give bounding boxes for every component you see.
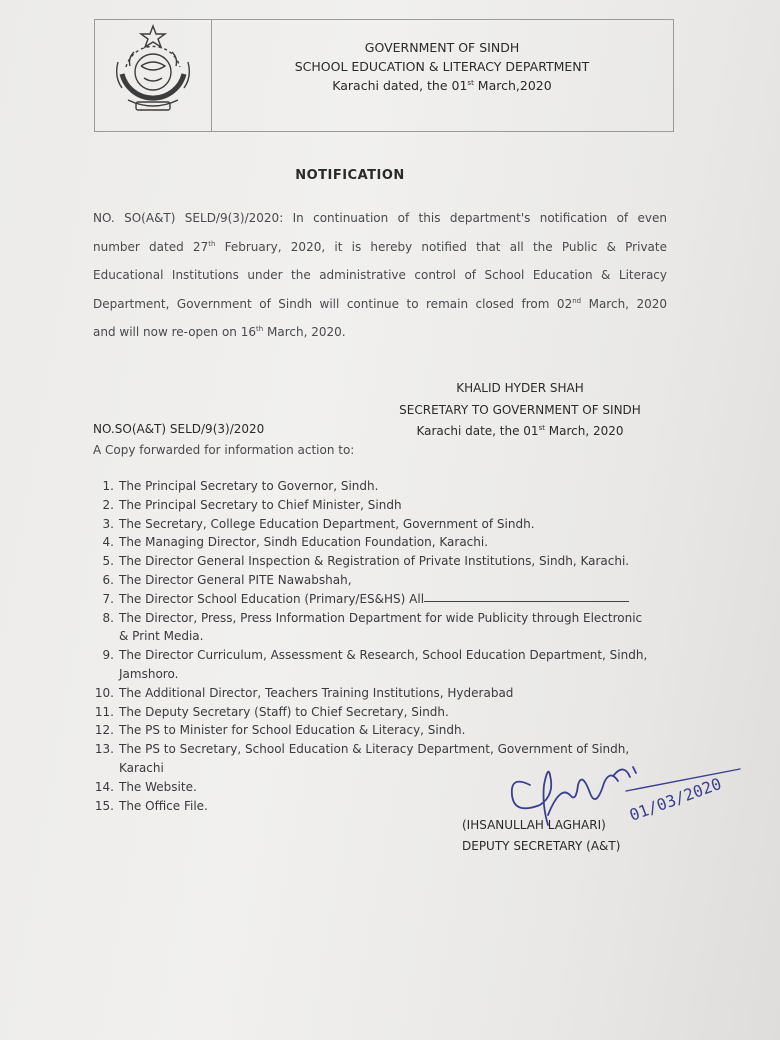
list-item-text: The Principal Secretary to Chief Minister, Sindh: [119, 497, 402, 512]
secretary-name: KHALID HYDER SHAH: [456, 381, 584, 395]
body-line: NO. SO(A&T) SELD/9(3)/2020: In continuation of this department's notification of even: [93, 211, 667, 225]
notification-body: [93, 204, 667, 347]
header-government: GOVERNMENT OF SINDH: [364, 40, 520, 55]
list-item-text: The Director, Press, Press Information Department for wide Publicity through Electronic: [119, 610, 643, 625]
list-item: [87, 477, 687, 496]
reference-number: NO.SO(A&T) SELD/9(3)/2020: [93, 422, 265, 436]
list-item-number: 10.: [94, 685, 114, 700]
list-item-text: The Principal Secretary to Governor, Sindh.: [119, 479, 379, 493]
notification-title: NOTIFICATION: [295, 168, 405, 183]
list-item-text: The PS to Minister for School Education & Literacy, Sindh.: [119, 723, 466, 738]
header-date: Karachi dated, the 01st March,2020: [332, 78, 552, 93]
list-item-number: 7.: [102, 591, 114, 606]
list-item-number: 3.: [102, 516, 114, 531]
list-item: [87, 590, 687, 609]
list-item: [87, 571, 687, 590]
list-item: [87, 515, 687, 534]
list-item: [87, 721, 687, 740]
fill-in-blank: [424, 590, 629, 602]
list-item-text: The Secretary, College Education Department, Government of Sindh.: [119, 516, 535, 531]
body-line: Department, Government of Sindh will continue to remain closed from 02nd March, 2020: [93, 296, 668, 311]
body-line: and will now re-open on 16th March, 2020.: [93, 325, 346, 339]
list-item-text: The Website.: [119, 779, 197, 794]
secretary-block: [380, 378, 660, 443]
sindh-emblem-icon: [108, 22, 198, 122]
list-item-text: The Managing Director, Sindh Education Foundation, Karachi.: [119, 535, 489, 550]
list-item-number: 11.: [94, 704, 114, 719]
body-line: Educational Institutions under the administrative control of School Education & Literacy: [93, 268, 667, 282]
header-department: SCHOOL EDUCATION & LITERACY DEPARTMENT: [294, 59, 590, 74]
list-item-text: The Director General PITE Nawabshah,: [119, 572, 352, 587]
list-item-text: The Director School Education (Primary/ES&HS) All: [119, 591, 425, 606]
list-item-number: 15.: [94, 798, 114, 813]
list-item-text: The Director Curriculum, Assessment & Research, School Education Department, Sindh,: [119, 648, 648, 663]
list-item-number: 5.: [102, 554, 114, 569]
list-item-text: The Director General Inspection & Registration of Private Institutions, Sindh, Karachi.: [119, 554, 630, 569]
list-item-number: 2.: [102, 497, 114, 512]
list-item-number: 9.: [102, 648, 114, 663]
list-item: [87, 646, 687, 665]
list-item-number: 14.: [94, 779, 114, 794]
secretary-date: Karachi date, the 01st March, 2020: [416, 424, 624, 438]
handwritten-date: 01/03/2020: [626, 773, 724, 825]
list-item-text: The Deputy Secretary (Staff) to Chief Secretary, Sindh.: [119, 704, 449, 719]
list-item-number: 4.: [102, 535, 114, 550]
list-item: [87, 533, 687, 552]
list-item-number: 13.: [94, 742, 114, 757]
list-item: [87, 552, 687, 571]
list-item-number: 1.: [102, 479, 114, 493]
list-item: [87, 703, 687, 722]
list-item-continuation: Jamshoro.: [119, 666, 179, 681]
list-item-number: 6.: [102, 572, 114, 587]
list-item: [87, 609, 687, 628]
signatory-designation: DEPUTY SECRETARY (A&T): [462, 839, 621, 853]
list-item: [87, 684, 687, 703]
list-item-number: 8.: [102, 610, 114, 625]
header-text: [212, 38, 672, 95]
secretary-designation: SECRETARY TO GOVERNMENT OF SINDH: [399, 402, 641, 417]
list-item-text: The PS to Secretary, School Education & Literacy Department, Government of Sindh,: [119, 742, 630, 757]
list-item-number: 12.: [94, 723, 114, 738]
body-line: number dated 27th February, 2020, it is hereby notified that all the Public & Private: [93, 239, 667, 254]
signatory-block: [462, 815, 620, 857]
list-item-text: The Office File.: [119, 798, 208, 813]
list-item-text: The Additional Director, Teachers Training Institutions, Hyderabad: [119, 685, 514, 700]
list-item-continuation: & Print Media.: [119, 629, 204, 644]
list-item: [87, 496, 687, 515]
list-item-continuation: Karachi: [119, 760, 164, 775]
signatory-name: (IHSANULLAH LAGHARI): [462, 818, 606, 832]
copy-forwarded-line: A Copy forwarded for information action to:: [93, 443, 355, 457]
